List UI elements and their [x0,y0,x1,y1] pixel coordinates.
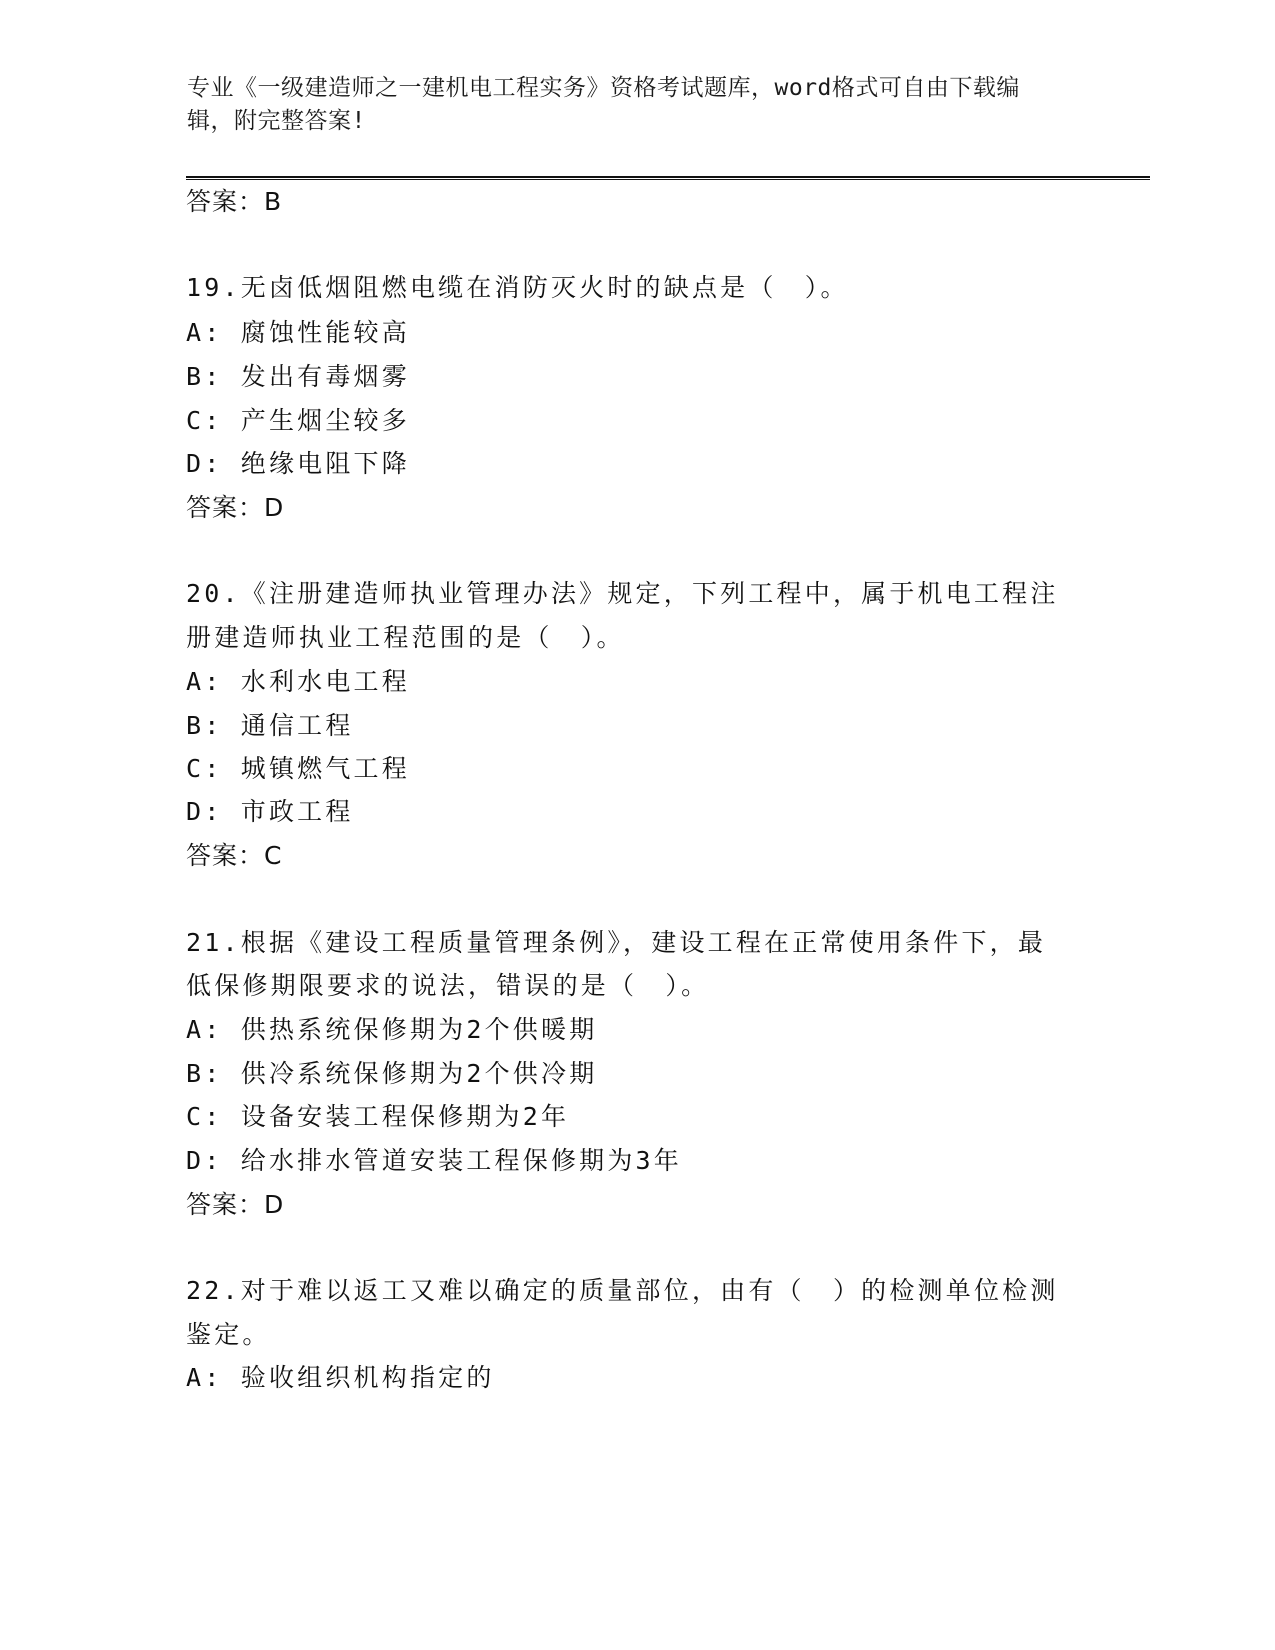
question-20-stem-line-1: 20.《注册建造师执业管理办法》规定，下列工程中，属于机电工程注 [186,579,1059,608]
question-21-answer: 答案：D [186,1190,285,1219]
question-19-stem: 19.无卤低烟阻燃电缆在消防灭火时的缺点是（ ）。 [186,273,849,302]
header-divider [186,176,1150,180]
question-19-option-c: C: 产生烟尘较多 [186,406,410,435]
answer-line: 答案：B [186,187,283,216]
question-22-stem-line-1: 22.对于难以返工又难以确定的质量部位，由有（ ）的检测单位检测 [186,1276,1059,1305]
question-21-option-a: A: 供热系统保修期为2个供暖期 [186,1015,598,1044]
header-line-2: 辑，附完整答案! [187,108,366,134]
header-line-1: 专业《一级建造师之一建机电工程实务》资格考试题库，word格式可自由下载编 [187,75,1020,101]
question-21-option-d: D: 给水排水管道安装工程保修期为3年 [186,1146,683,1175]
question-20-stem-line-2: 册建造师执业工程范围的是（ ）。 [186,623,625,652]
question-19-option-d: D: 绝缘电阻下降 [186,449,410,478]
question-20-option-b: B: 通信工程 [186,711,354,740]
question-19-option-a: A: 腐蚀性能较高 [186,318,410,347]
question-21-option-c: C: 设备安装工程保修期为2年 [186,1102,570,1131]
question-19-option-b: B: 发出有毒烟雾 [186,362,410,391]
question-22-stem-line-2: 鉴定。 [186,1320,271,1349]
question-21-stem-line-1: 21.根据《建设工程质量管理条例》，建设工程在正常使用条件下，最 [186,928,1047,957]
question-20-option-a: A: 水利水电工程 [186,667,410,696]
question-20-option-d: D: 市政工程 [186,797,354,826]
question-19-answer: 答案：D [186,493,285,522]
question-21-stem-line-2: 低保修期限要求的说法，错误的是（ ）。 [186,971,710,1000]
question-21-option-b: B: 供冷系统保修期为2个供冷期 [186,1059,598,1088]
page-header [187,72,1067,138]
question-20-option-c: C: 城镇燃气工程 [186,754,410,783]
question-20-answer: 答案：C [186,841,283,870]
question-22-option-a: A: 验收组织机构指定的 [186,1363,495,1392]
